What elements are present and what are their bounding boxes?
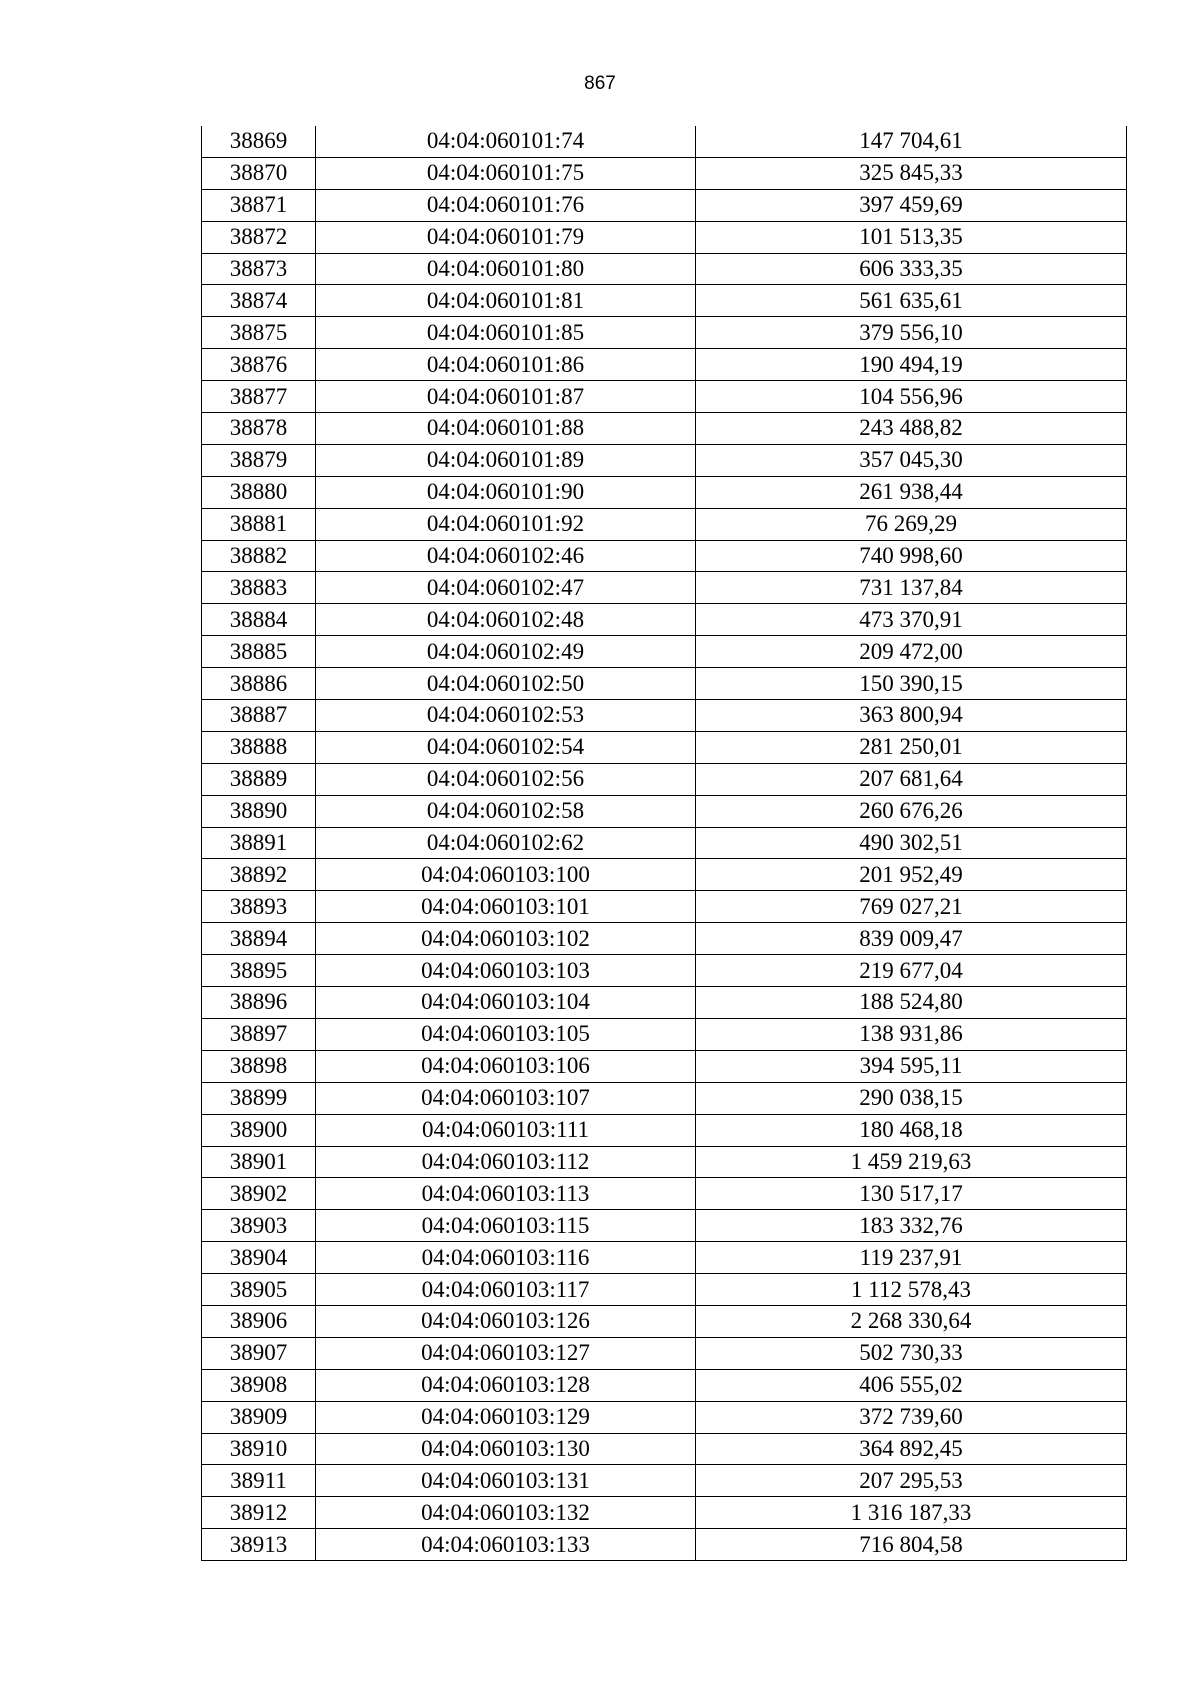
cadastral-number-cell: 04:04:060103:133 bbox=[316, 1529, 696, 1561]
cadastral-number-cell: 04:04:060103:127 bbox=[316, 1337, 696, 1369]
cadastral-value-cell: 261 938,44 bbox=[696, 476, 1127, 508]
table-row bbox=[202, 795, 1127, 827]
row-number-cell: 38912 bbox=[202, 1497, 316, 1529]
cadastral-value-cell: 394 595,11 bbox=[696, 1050, 1127, 1082]
table-row bbox=[202, 476, 1127, 508]
table-row bbox=[202, 285, 1127, 317]
cadastral-number-cell: 04:04:060103:107 bbox=[316, 1082, 696, 1114]
table-row bbox=[202, 668, 1127, 700]
table-row bbox=[202, 1146, 1127, 1178]
cadastral-number-cell: 04:04:060103:101 bbox=[316, 891, 696, 923]
cadastral-number-cell: 04:04:060103:100 bbox=[316, 859, 696, 891]
row-number-cell: 38882 bbox=[202, 540, 316, 572]
cadastral-number-cell: 04:04:060102:49 bbox=[316, 636, 696, 668]
row-number-cell: 38908 bbox=[202, 1369, 316, 1401]
table-row bbox=[202, 1497, 1127, 1529]
row-number-cell: 38909 bbox=[202, 1401, 316, 1433]
table-row bbox=[202, 1305, 1127, 1337]
row-number-cell: 38878 bbox=[202, 413, 316, 445]
table-row bbox=[202, 413, 1127, 445]
cadastral-value-cell: 606 333,35 bbox=[696, 253, 1127, 285]
row-number-cell: 38890 bbox=[202, 795, 316, 827]
cadastral-value-cell: 180 468,18 bbox=[696, 1114, 1127, 1146]
cadastral-value-cell: 716 804,58 bbox=[696, 1529, 1127, 1561]
table-row bbox=[202, 1529, 1127, 1561]
cadastral-number-cell: 04:04:060101:75 bbox=[316, 157, 696, 189]
table-row bbox=[202, 923, 1127, 955]
table-row bbox=[202, 1465, 1127, 1497]
table-row bbox=[202, 1433, 1127, 1465]
row-number-cell: 38884 bbox=[202, 604, 316, 636]
cadastral-value-cell: 839 009,47 bbox=[696, 923, 1127, 955]
table-row bbox=[202, 444, 1127, 476]
row-number-cell: 38907 bbox=[202, 1337, 316, 1369]
cadastral-value-cell: 1 112 578,43 bbox=[696, 1274, 1127, 1306]
cadastral-value-cell: 1 316 187,33 bbox=[696, 1497, 1127, 1529]
cadastral-value-cell: 119 237,91 bbox=[696, 1242, 1127, 1274]
row-number-cell: 38889 bbox=[202, 763, 316, 795]
page-number: 867 bbox=[584, 73, 616, 94]
table-row bbox=[202, 349, 1127, 381]
row-number-cell: 38888 bbox=[202, 731, 316, 763]
cadastral-number-cell: 04:04:060103:106 bbox=[316, 1050, 696, 1082]
table-row bbox=[202, 189, 1127, 221]
row-number-cell: 38875 bbox=[202, 317, 316, 349]
table-row bbox=[202, 1114, 1127, 1146]
row-number-cell: 38873 bbox=[202, 253, 316, 285]
cadastral-number-cell: 04:04:060103:117 bbox=[316, 1274, 696, 1306]
cadastral-value-cell: 207 295,53 bbox=[696, 1465, 1127, 1497]
cadastral-number-cell: 04:04:060103:129 bbox=[316, 1401, 696, 1433]
cadastral-number-cell: 04:04:060102:46 bbox=[316, 540, 696, 572]
table-row bbox=[202, 221, 1127, 253]
row-number-cell: 38903 bbox=[202, 1210, 316, 1242]
table-row bbox=[202, 572, 1127, 604]
table-row bbox=[202, 1082, 1127, 1114]
table-row bbox=[202, 731, 1127, 763]
cadastral-value-cell: 147 704,61 bbox=[696, 126, 1127, 157]
table-row bbox=[202, 700, 1127, 732]
table-row bbox=[202, 1242, 1127, 1274]
cadastral-value-cell: 201 952,49 bbox=[696, 859, 1127, 891]
row-number-cell: 38913 bbox=[202, 1529, 316, 1561]
row-number-cell: 38911 bbox=[202, 1465, 316, 1497]
row-number-cell: 38883 bbox=[202, 572, 316, 604]
cadastral-number-cell: 04:04:060103:130 bbox=[316, 1433, 696, 1465]
cadastral-table-container bbox=[201, 126, 1126, 1561]
table-row bbox=[202, 317, 1127, 349]
cadastral-number-cell: 04:04:060101:76 bbox=[316, 189, 696, 221]
table-row bbox=[202, 604, 1127, 636]
cadastral-value-cell: 243 488,82 bbox=[696, 413, 1127, 445]
table-row bbox=[202, 636, 1127, 668]
cadastral-number-cell: 04:04:060101:90 bbox=[316, 476, 696, 508]
cadastral-value-cell: 490 302,51 bbox=[696, 827, 1127, 859]
cadastral-number-cell: 04:04:060102:62 bbox=[316, 827, 696, 859]
table-row bbox=[202, 253, 1127, 285]
row-number-cell: 38887 bbox=[202, 700, 316, 732]
cadastral-value-cell: 209 472,00 bbox=[696, 636, 1127, 668]
cadastral-number-cell: 04:04:060103:131 bbox=[316, 1465, 696, 1497]
cadastral-value-cell: 130 517,17 bbox=[696, 1178, 1127, 1210]
cadastral-number-cell: 04:04:060102:48 bbox=[316, 604, 696, 636]
row-number-cell: 38898 bbox=[202, 1050, 316, 1082]
cadastral-value-cell: 561 635,61 bbox=[696, 285, 1127, 317]
cadastral-value-cell: 357 045,30 bbox=[696, 444, 1127, 476]
table-row bbox=[202, 1274, 1127, 1306]
cadastral-number-cell: 04:04:060103:128 bbox=[316, 1369, 696, 1401]
cadastral-value-cell: 190 494,19 bbox=[696, 349, 1127, 381]
cadastral-number-cell: 04:04:060103:113 bbox=[316, 1178, 696, 1210]
row-number-cell: 38872 bbox=[202, 221, 316, 253]
cadastral-number-cell: 04:04:060103:112 bbox=[316, 1146, 696, 1178]
table-body bbox=[202, 126, 1127, 1561]
row-number-cell: 38886 bbox=[202, 668, 316, 700]
row-number-cell: 38901 bbox=[202, 1146, 316, 1178]
cadastral-number-cell: 04:04:060102:58 bbox=[316, 795, 696, 827]
cadastral-value-cell: 473 370,91 bbox=[696, 604, 1127, 636]
cadastral-value-cell: 207 681,64 bbox=[696, 763, 1127, 795]
cadastral-value-cell: 731 137,84 bbox=[696, 572, 1127, 604]
cadastral-value-cell: 150 390,15 bbox=[696, 668, 1127, 700]
table-row bbox=[202, 126, 1127, 157]
row-number-cell: 38896 bbox=[202, 987, 316, 1019]
table-row bbox=[202, 1401, 1127, 1433]
table-row bbox=[202, 859, 1127, 891]
row-number-cell: 38899 bbox=[202, 1082, 316, 1114]
cadastral-number-cell: 04:04:060103:105 bbox=[316, 1018, 696, 1050]
cadastral-value-cell: 188 524,80 bbox=[696, 987, 1127, 1019]
cadastral-value-cell: 379 556,10 bbox=[696, 317, 1127, 349]
row-number-cell: 38891 bbox=[202, 827, 316, 859]
cadastral-number-cell: 04:04:060101:79 bbox=[316, 221, 696, 253]
cadastral-number-cell: 04:04:060103:126 bbox=[316, 1305, 696, 1337]
cadastral-number-cell: 04:04:060101:81 bbox=[316, 285, 696, 317]
row-number-cell: 38877 bbox=[202, 381, 316, 413]
table-row bbox=[202, 763, 1127, 795]
row-number-cell: 38895 bbox=[202, 955, 316, 987]
cadastral-number-cell: 04:04:060101:85 bbox=[316, 317, 696, 349]
cadastral-value-cell: 363 800,94 bbox=[696, 700, 1127, 732]
row-number-cell: 38869 bbox=[202, 126, 316, 157]
cadastral-number-cell: 04:04:060101:89 bbox=[316, 444, 696, 476]
row-number-cell: 38870 bbox=[202, 157, 316, 189]
cadastral-number-cell: 04:04:060103:102 bbox=[316, 923, 696, 955]
cadastral-number-cell: 04:04:060101:88 bbox=[316, 413, 696, 445]
cadastral-value-cell: 76 269,29 bbox=[696, 508, 1127, 540]
table-row bbox=[202, 987, 1127, 1019]
cadastral-table bbox=[201, 126, 1127, 1561]
cadastral-number-cell: 04:04:060101:92 bbox=[316, 508, 696, 540]
cadastral-value-cell: 281 250,01 bbox=[696, 731, 1127, 763]
table-row bbox=[202, 508, 1127, 540]
cadastral-value-cell: 740 998,60 bbox=[696, 540, 1127, 572]
row-number-cell: 38904 bbox=[202, 1242, 316, 1274]
cadastral-value-cell: 502 730,33 bbox=[696, 1337, 1127, 1369]
table-row bbox=[202, 157, 1127, 189]
row-number-cell: 38906 bbox=[202, 1305, 316, 1337]
cadastral-number-cell: 04:04:060103:111 bbox=[316, 1114, 696, 1146]
cadastral-value-cell: 2 268 330,64 bbox=[696, 1305, 1127, 1337]
row-number-cell: 38879 bbox=[202, 444, 316, 476]
cadastral-value-cell: 290 038,15 bbox=[696, 1082, 1127, 1114]
cadastral-number-cell: 04:04:060101:74 bbox=[316, 126, 696, 157]
cadastral-number-cell: 04:04:060103:103 bbox=[316, 955, 696, 987]
cadastral-value-cell: 183 332,76 bbox=[696, 1210, 1127, 1242]
cadastral-value-cell: 364 892,45 bbox=[696, 1433, 1127, 1465]
table-row bbox=[202, 1050, 1127, 1082]
cadastral-number-cell: 04:04:060103:116 bbox=[316, 1242, 696, 1274]
row-number-cell: 38881 bbox=[202, 508, 316, 540]
row-number-cell: 38893 bbox=[202, 891, 316, 923]
row-number-cell: 38897 bbox=[202, 1018, 316, 1050]
cadastral-value-cell: 1 459 219,63 bbox=[696, 1146, 1127, 1178]
table-row bbox=[202, 891, 1127, 923]
cadastral-number-cell: 04:04:060102:47 bbox=[316, 572, 696, 604]
cadastral-number-cell: 04:04:060103:132 bbox=[316, 1497, 696, 1529]
table-row bbox=[202, 955, 1127, 987]
row-number-cell: 38910 bbox=[202, 1433, 316, 1465]
cadastral-value-cell: 104 556,96 bbox=[696, 381, 1127, 413]
cadastral-value-cell: 219 677,04 bbox=[696, 955, 1127, 987]
cadastral-number-cell: 04:04:060102:53 bbox=[316, 700, 696, 732]
row-number-cell: 38900 bbox=[202, 1114, 316, 1146]
cadastral-number-cell: 04:04:060101:86 bbox=[316, 349, 696, 381]
cadastral-value-cell: 101 513,35 bbox=[696, 221, 1127, 253]
table-row bbox=[202, 540, 1127, 572]
row-number-cell: 38874 bbox=[202, 285, 316, 317]
cadastral-number-cell: 04:04:060101:87 bbox=[316, 381, 696, 413]
table-row bbox=[202, 381, 1127, 413]
table-row bbox=[202, 1178, 1127, 1210]
row-number-cell: 38892 bbox=[202, 859, 316, 891]
cadastral-value-cell: 260 676,26 bbox=[696, 795, 1127, 827]
cadastral-number-cell: 04:04:060102:50 bbox=[316, 668, 696, 700]
cadastral-number-cell: 04:04:060101:80 bbox=[316, 253, 696, 285]
table-row bbox=[202, 827, 1127, 859]
table-row bbox=[202, 1210, 1127, 1242]
row-number-cell: 38871 bbox=[202, 189, 316, 221]
cadastral-number-cell: 04:04:060102:56 bbox=[316, 763, 696, 795]
row-number-cell: 38902 bbox=[202, 1178, 316, 1210]
row-number-cell: 38880 bbox=[202, 476, 316, 508]
row-number-cell: 38894 bbox=[202, 923, 316, 955]
cadastral-value-cell: 769 027,21 bbox=[696, 891, 1127, 923]
cadastral-value-cell: 397 459,69 bbox=[696, 189, 1127, 221]
table-row bbox=[202, 1337, 1127, 1369]
cadastral-number-cell: 04:04:060103:104 bbox=[316, 987, 696, 1019]
cadastral-number-cell: 04:04:060102:54 bbox=[316, 731, 696, 763]
row-number-cell: 38885 bbox=[202, 636, 316, 668]
row-number-cell: 38905 bbox=[202, 1274, 316, 1306]
cadastral-value-cell: 325 845,33 bbox=[696, 157, 1127, 189]
row-number-cell: 38876 bbox=[202, 349, 316, 381]
cadastral-value-cell: 406 555,02 bbox=[696, 1369, 1127, 1401]
cadastral-value-cell: 372 739,60 bbox=[696, 1401, 1127, 1433]
cadastral-value-cell: 138 931,86 bbox=[696, 1018, 1127, 1050]
cadastral-number-cell: 04:04:060103:115 bbox=[316, 1210, 696, 1242]
table-row bbox=[202, 1369, 1127, 1401]
table-row bbox=[202, 1018, 1127, 1050]
